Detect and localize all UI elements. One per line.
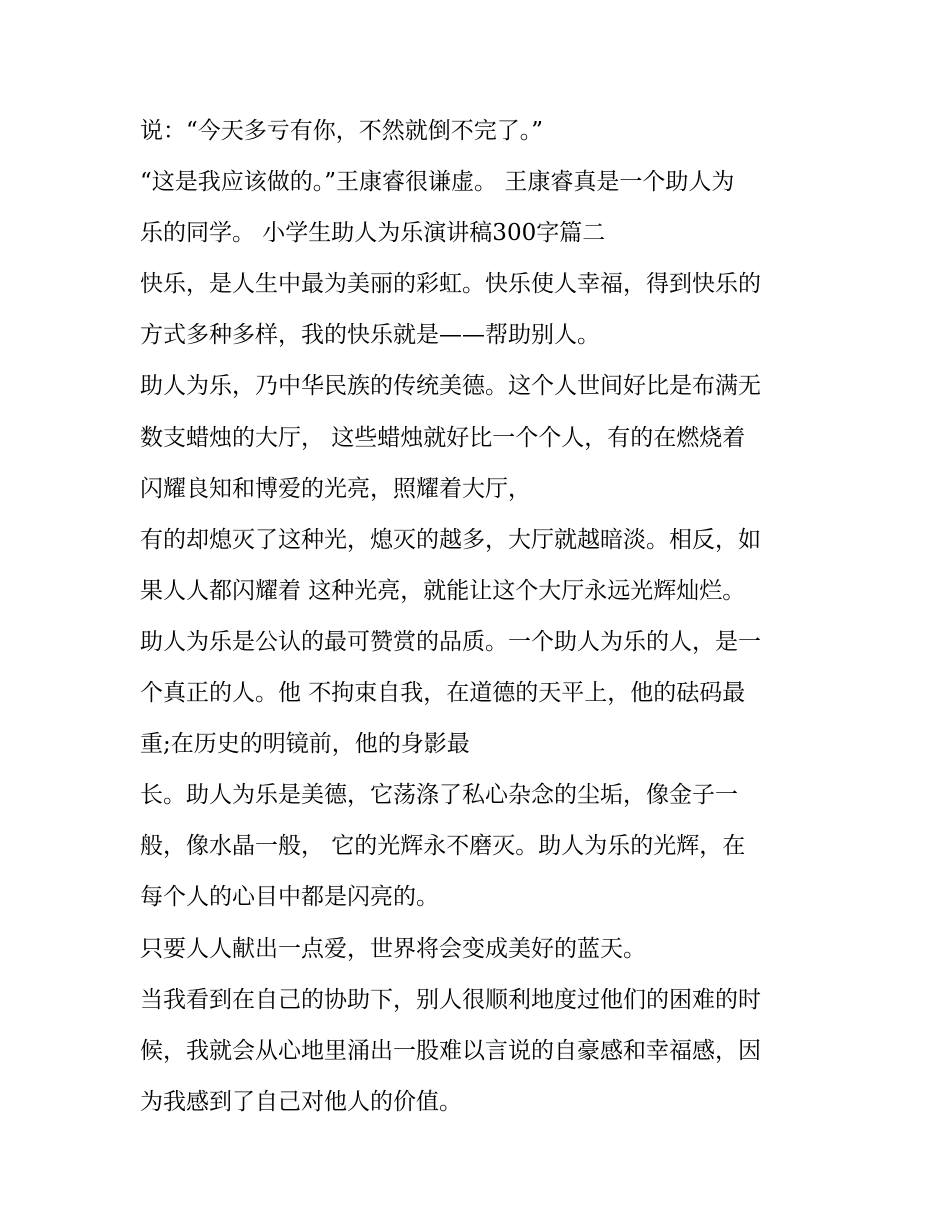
text-line: 般，像水晶一般， 它的光辉永不磨灭。助人为乐的光辉，在	[140, 833, 746, 860]
text-line: 重;在历史的明镜前，他的身影最	[140, 731, 470, 758]
text-line: 快乐，是人生中最为美丽的彩虹。快乐使人幸福，得到快乐的	[140, 271, 761, 298]
text-line: 候，我就会从心地里涌出一股难以言说的自豪感和幸福感，因	[140, 1037, 761, 1064]
text-line: “这是我应该做的。”王康睿很谦虚。 王康睿真是一个助人为	[140, 169, 735, 196]
text-line: 当我看到在自己的协助下，别人很顺利地度过他们的困难的时	[140, 986, 761, 1013]
text-line: 只要人人献出一点爱，世界将会变成美好的蓝天。	[140, 935, 646, 962]
text-line: 助人为乐，乃中华民族的传统美德。这个人世间好比是布满无	[140, 373, 761, 400]
document-body	[140, 106, 830, 1128]
text-line: 助人为乐是公认的最可赞赏的品质。一个助人为乐的人，是一	[140, 628, 761, 655]
text-line: 闪耀良知和博爱的光亮，照耀着大厅，	[140, 475, 531, 502]
text-line: 数支蜡烛的大厅， 这些蜡烛就好比一个个人，有的在燃烧着	[140, 424, 746, 451]
text-line: 个真正的人。他 不拘束自我，在道德的天平上，他的砝码最	[140, 680, 746, 707]
text-line: 说：“今天多亏有你，不然就倒不完了。”	[140, 118, 544, 144]
text-line: 长。助人为乐是美德，它荡涤了私心杂念的尘垢，像金子一	[140, 782, 738, 809]
text-line: 为我感到了自己对他人的价值。	[140, 1088, 462, 1115]
text-line: 乐的同学。 小学生助人为乐演讲稿300字篇二	[140, 220, 606, 247]
text-line: 方式多种多样，我的快乐就是——帮助别人。	[140, 322, 600, 349]
text-line: 果人人都闪耀着 这种光亮，就能让这个大厅永远光辉灿烂。	[140, 577, 746, 604]
text-line: 每个人的心目中都是闪亮的。	[140, 884, 439, 911]
text-line: 有的却熄灭了这种光，熄灭的越多，大厅就越暗淡。相反，如	[140, 526, 761, 553]
